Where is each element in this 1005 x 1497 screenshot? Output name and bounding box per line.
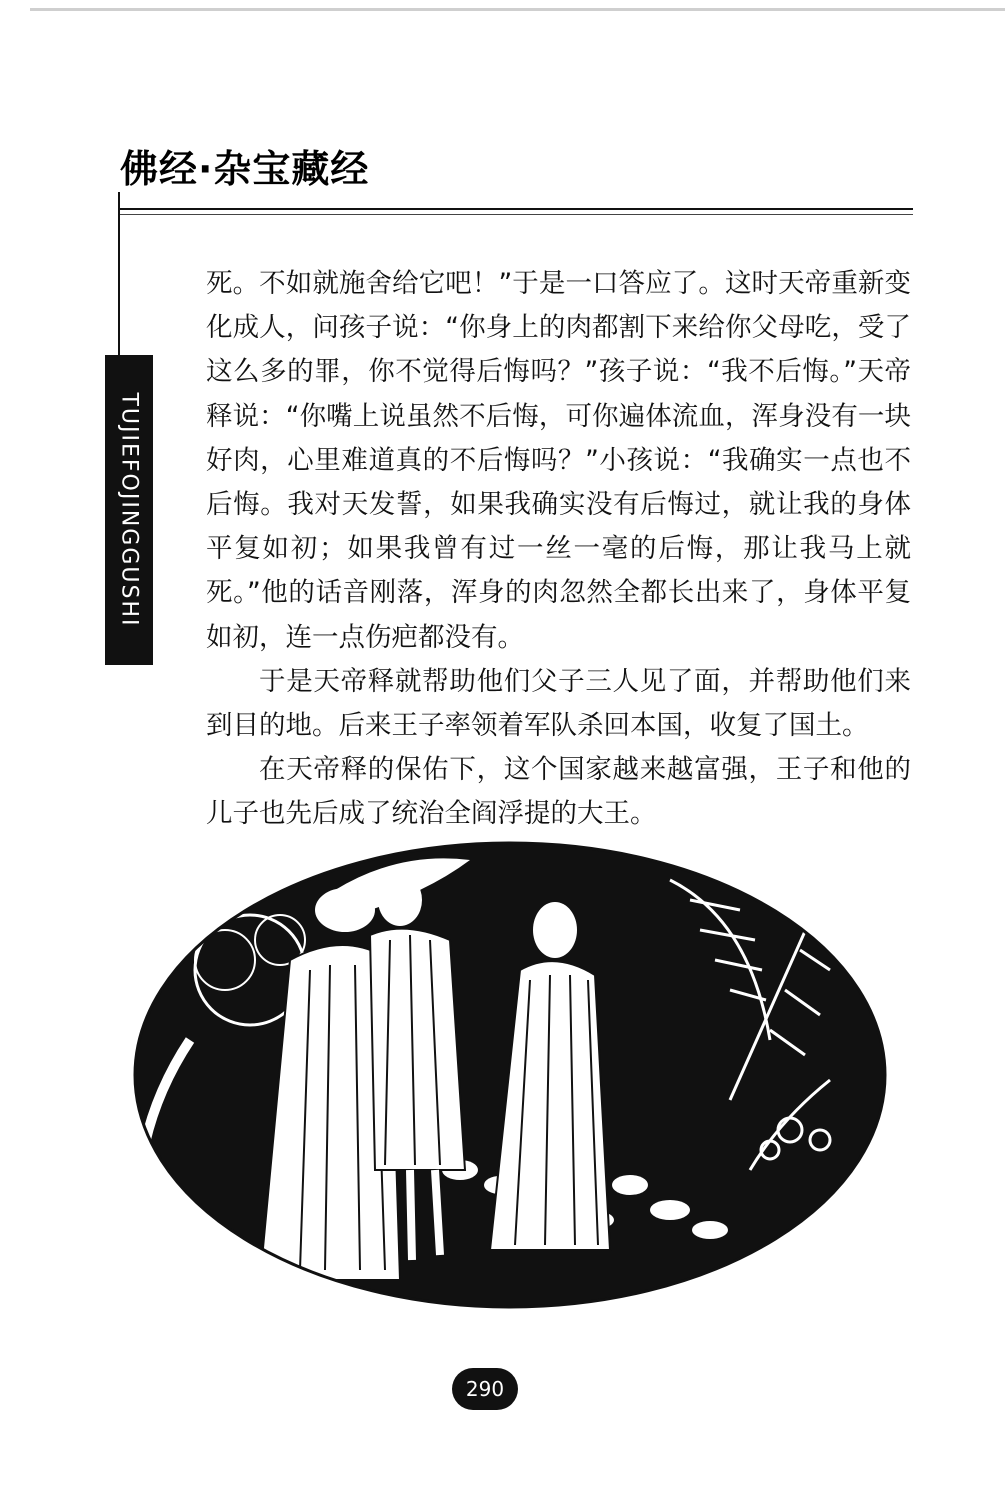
left-rule xyxy=(118,192,120,362)
page-number-badge: 290 xyxy=(452,1368,518,1410)
header-rule xyxy=(118,208,913,210)
paragraph-3: 在天帝释的保佑下，这个国家越来越富强，王子和他的儿子也先后成了统治全阎浮提的大王。 xyxy=(206,754,911,830)
woodcut-illustration xyxy=(130,840,890,1310)
side-tab xyxy=(105,355,153,665)
book-title: 佛经·杂宝藏经 xyxy=(120,147,370,191)
header-rule-thin xyxy=(118,214,913,215)
scan-edge xyxy=(30,8,1005,11)
side-tab-label: TUJIEFOJINGGUSHI xyxy=(116,392,142,628)
paragraph-2: 于是天帝释就帮助他们父子三人见了面，并帮助他们来到目的地。后来王子率领着军队杀回本国，收复了国土。 xyxy=(206,665,911,742)
paragraph-1: 死。不如就施舍给它吧！”于是一口答应了。这时天帝重新变化成人，问孩子说：“你身上的肉都割下来给你父母吃，受了这么多的罪，你不觉得后悔吗？”孩子说：“我不后悔。”天帝释说：“你嘴上说虽然不后悔，可你遍体流血，浑身没有一块好肉，心里难道真的不后悔吗？”小孩说：“我确实一点也不后悔。我对天发誓，如果我确实没有后悔过，就让我的身体平复如初；如果我曾有过一丝一毫的后悔，那让我马上就死。”他的话音刚落，浑身的肉忽然全都长出来了，身体平复如初，连一点伤疤都没有。 xyxy=(206,268,911,653)
body-text xyxy=(206,262,911,837)
